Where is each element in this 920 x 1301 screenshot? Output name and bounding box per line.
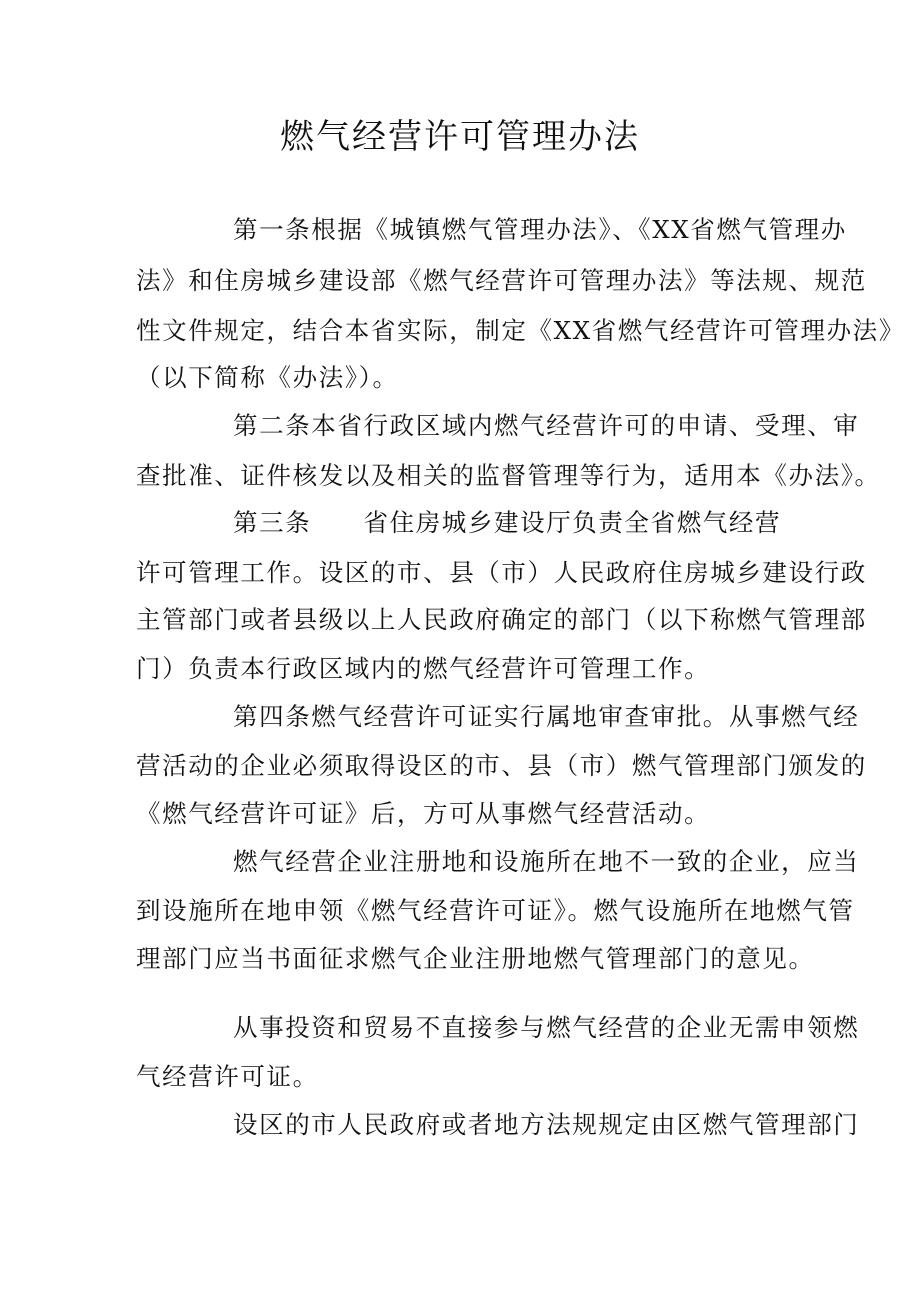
text-line: 设区的市人民政府或者地方法规规定由区燃气管理部门: [233, 1110, 860, 1139]
text-line: 性文件规定，结合本省实际，制定《XX省燃气经营许可管理办法》: [136, 316, 905, 345]
text-line: 主管部门或者县级以上人民政府确定的部门（以下称燃气管理部: [136, 605, 867, 634]
text-line: 气经营许可证。: [136, 1062, 319, 1091]
text-line: 查批准、证件核发以及相关的监督管理等行为，适用本《办法》。: [136, 461, 881, 490]
text-line: 第四条燃气经营许可证实行属地审查审批。从事燃气经: [233, 702, 860, 731]
text-line: 燃气经营企业注册地和设施所在地不一致的企业，应当: [233, 847, 860, 876]
text-line: 第一条根据《城镇燃气管理办法》、《XX省燃气管理办: [233, 215, 847, 244]
text-line: 第三条 省住房城乡建设厅负责全省燃气经营: [233, 508, 782, 537]
text-line: 从事投资和贸易不直接参与燃气经营的企业无需申领燃: [233, 1013, 860, 1042]
text-line: 法》和住房城乡建设部《燃气经营许可管理办法》等法规、规范: [136, 266, 867, 295]
text-line: 门）负责本行政区域内的燃气经营许可管理工作。: [136, 654, 711, 683]
document-title: 燃气经营许可管理办法: [280, 117, 640, 157]
text-line: 到设施所在地申领《燃气经营许可证》。燃气设施所在地燃气管: [136, 896, 855, 925]
text-line: 《燃气经营许可证》后，方可从事燃气经营活动。: [136, 799, 711, 828]
text-line: 营活动的企业必须取得设区的市、县（市）燃气管理部门颁发的: [136, 751, 867, 780]
text-line: 许可管理工作。设区的市、县（市）人民政府住房城乡建设行政: [136, 558, 867, 587]
text-line: 理部门应当书面征求燃气企业注册地燃气管理部门的意见。: [136, 944, 815, 973]
text-line: 第二条本省行政区域内燃气经营许可的申请、受理、审: [233, 411, 860, 440]
text-line: （以下简称《办法》）。: [136, 363, 399, 392]
